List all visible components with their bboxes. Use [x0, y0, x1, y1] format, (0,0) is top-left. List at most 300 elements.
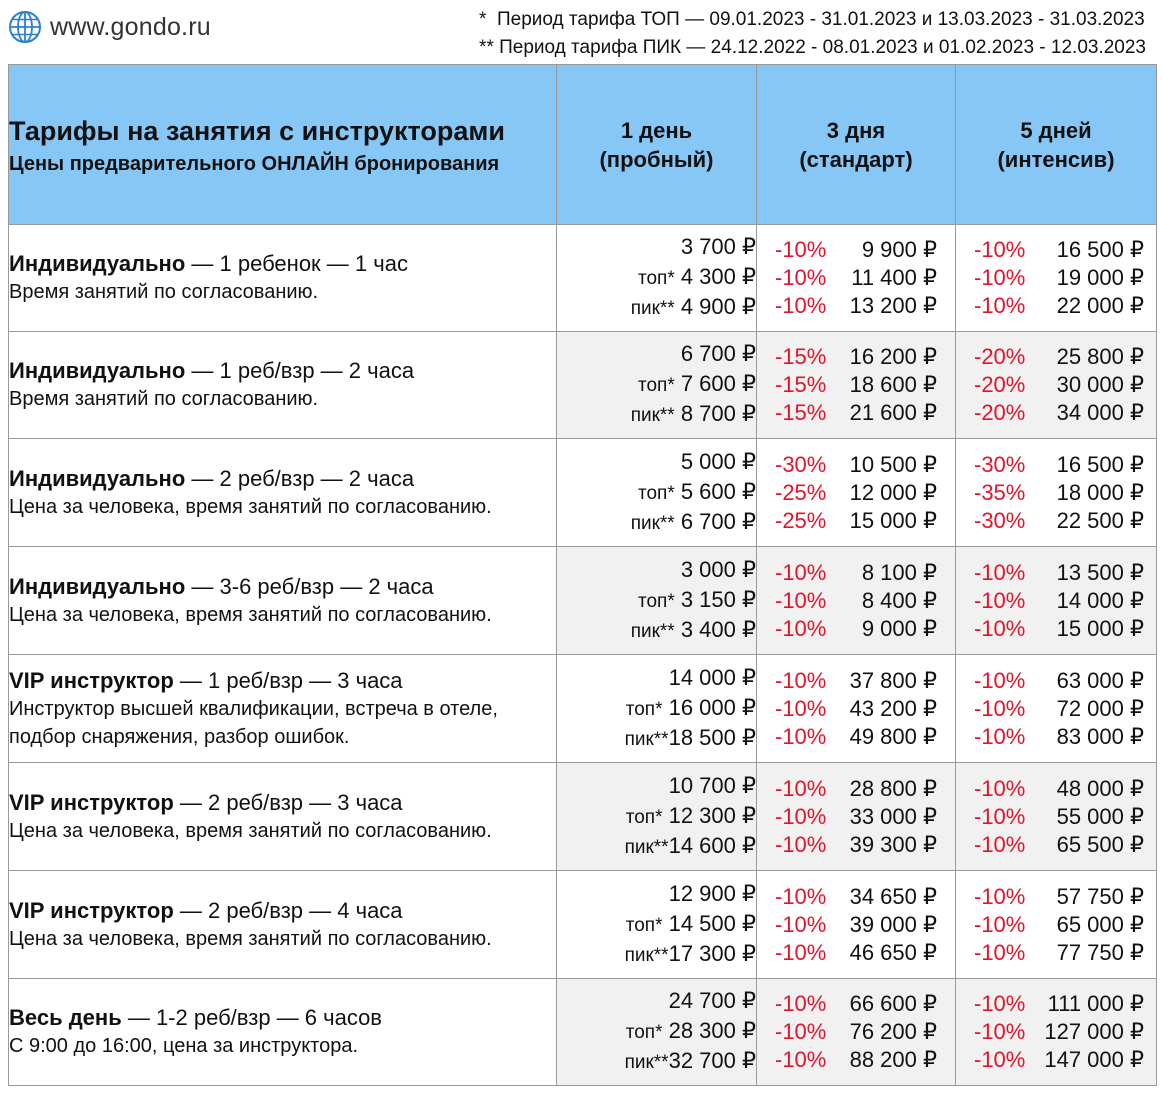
globe-icon — [8, 10, 42, 44]
price-value: 14 500 ₽ — [662, 910, 756, 936]
discount-price-line — [757, 990, 955, 1018]
price-line — [557, 772, 756, 802]
tariff-table — [8, 64, 1157, 1086]
price-line — [557, 448, 756, 478]
service-name-details: — 2 реб/взр — 2 часа — [185, 465, 415, 491]
service-description-cell — [9, 655, 557, 763]
price-value: 9 000 ₽ — [861, 615, 937, 641]
discount-percent: -10% — [974, 559, 1026, 585]
discount-price-line — [757, 911, 955, 939]
price-line — [557, 478, 756, 508]
service-name — [9, 789, 556, 817]
discount-price-line — [956, 723, 1156, 751]
note-peak-period: ** Период тарифа ПИК — 24.12.2022 - 08.01.2023 и 01.02.2023 - 12.03.2023 — [479, 37, 1146, 58]
price-cell-3-days — [757, 655, 956, 763]
price-value: 57 750 ₽ — [1056, 883, 1144, 909]
discount-percent: -10% — [775, 1019, 827, 1044]
price-value: 127 000 ₽ — [1044, 1019, 1144, 1044]
price-value: 8 400 ₽ — [861, 587, 937, 613]
price-value: 16 200 ₽ — [849, 344, 937, 369]
service-description-cell — [9, 439, 557, 547]
price-value: 49 800 ₽ — [849, 723, 937, 749]
discount-percent: -10% — [775, 991, 827, 1016]
tariff-prefix: пик** — [630, 405, 675, 426]
price-value: 10 700 ₽ — [668, 772, 756, 798]
price-line — [557, 400, 756, 430]
discount-price-line — [757, 507, 955, 535]
price-value: 19 000 ₽ — [1056, 265, 1144, 290]
price-value: 12 000 ₽ — [849, 479, 937, 505]
discount-price-line — [757, 723, 955, 751]
discount-percent: -10% — [775, 293, 827, 318]
discount-price-line — [956, 559, 1156, 587]
price-cell-1-day — [557, 439, 757, 547]
discount-price-line — [956, 911, 1156, 939]
price-line — [557, 880, 756, 910]
discount-percent: -10% — [775, 939, 827, 965]
site-url[interactable]: www.gondo.ru — [50, 12, 211, 41]
column-header-sublabel: (пробный) — [599, 146, 714, 172]
service-note: Время занятий по согласованию. — [9, 388, 319, 410]
price-value: 147 000 ₽ — [1044, 1047, 1144, 1072]
service-name-details: — 2 реб/взр — 3 часа — [173, 789, 403, 815]
price-value: 77 750 ₽ — [1056, 939, 1144, 965]
discount-percent: -20% — [974, 344, 1026, 369]
service-note: Цена за человека, время занятий по согласованию. — [9, 927, 492, 950]
discount-price-line — [757, 1046, 955, 1074]
price-value: 43 200 ₽ — [849, 695, 937, 721]
price-cell-5-days — [956, 871, 1157, 979]
service-note: Цена за человека, время занятий по согласованию. — [9, 495, 492, 518]
discount-percent: -10% — [775, 831, 827, 857]
discount-percent: -10% — [775, 803, 827, 829]
column-header-sublabel: (стандарт) — [799, 146, 913, 172]
table-row — [9, 332, 1157, 439]
discount-price-line — [956, 990, 1156, 1018]
tariff-prefix: пик** — [630, 512, 675, 534]
service-name — [9, 465, 556, 493]
discount-price-line — [956, 399, 1156, 427]
price-line — [557, 508, 756, 538]
discount-percent: -10% — [974, 265, 1026, 290]
price-value: 10 500 ₽ — [849, 451, 937, 477]
discount-percent: -10% — [775, 695, 827, 721]
price-cell-1-day — [557, 763, 757, 871]
price-value: 21 600 ₽ — [849, 400, 937, 425]
table-body — [9, 225, 1157, 1086]
price-cell-5-days — [956, 547, 1157, 655]
price-value: 8 700 ₽ — [674, 401, 756, 426]
discount-price-line — [956, 883, 1156, 911]
price-value: 65 500 ₽ — [1056, 831, 1144, 857]
price-line — [557, 616, 756, 646]
price-line — [557, 233, 756, 263]
discount-price-line — [956, 615, 1156, 643]
tariff-period-notes — [479, 6, 1146, 62]
price-cell-3-days — [757, 547, 956, 655]
discount-price-line — [757, 883, 955, 911]
discount-percent: -10% — [775, 667, 827, 693]
price-line — [557, 340, 756, 370]
discount-price-line — [956, 507, 1156, 535]
price-line — [557, 940, 756, 970]
price-value: 15 000 ₽ — [849, 507, 937, 533]
price-cell-5-days — [956, 225, 1157, 332]
discount-percent: -10% — [974, 775, 1026, 801]
service-note: Время занятий по согласованию. — [9, 281, 319, 303]
price-cell-1-day — [557, 225, 757, 332]
service-name-bold: Индивидуально — [9, 573, 186, 599]
price-value: 16 500 ₽ — [1056, 237, 1144, 262]
price-cell-1-day — [557, 332, 757, 439]
price-value: 13 200 ₽ — [849, 293, 937, 318]
service-description-cell — [9, 763, 557, 871]
price-cell-3-days — [757, 225, 956, 332]
price-value: 18 600 ₽ — [849, 372, 937, 397]
service-name-bold: VIP инструктор — [9, 789, 174, 815]
discount-price-line — [757, 587, 955, 615]
price-value: 28 800 ₽ — [849, 775, 937, 801]
service-note: Инструктор высшей квалификации, встреча в отеле, подбор снаряжения, разбор ошибок. — [9, 697, 498, 748]
service-name — [9, 1004, 556, 1032]
service-note: С 9:00 до 16:00, цена за инструктора. — [9, 1035, 359, 1057]
service-name — [9, 897, 556, 925]
tariff-prefix: пик** — [624, 944, 669, 966]
tariff-prefix: пик** — [624, 1052, 669, 1073]
discount-price-line — [757, 479, 955, 507]
table-header-row — [9, 65, 1157, 225]
price-cell-3-days — [757, 871, 956, 979]
table-subtitle: Цены предварительного ОНЛАЙН бронирования — [9, 153, 500, 175]
table-row — [9, 763, 1157, 871]
discount-percent: -10% — [775, 1047, 827, 1072]
discount-percent: -30% — [974, 451, 1026, 477]
tariff-prefix: топ* — [637, 268, 675, 289]
price-value: 16 500 ₽ — [1056, 451, 1144, 477]
price-line — [557, 1017, 756, 1047]
discount-price-line — [757, 236, 955, 264]
price-line — [557, 370, 756, 400]
service-name-details: — 1 реб/взр — 3 часа — [173, 667, 403, 693]
price-line — [557, 586, 756, 616]
discount-price-line — [956, 775, 1156, 803]
discount-price-line — [956, 831, 1156, 859]
price-line — [557, 724, 756, 754]
discount-percent: -30% — [775, 451, 827, 477]
service-name-bold: Индивидуально — [9, 465, 186, 491]
discount-percent: -10% — [974, 695, 1026, 721]
discount-price-line — [757, 615, 955, 643]
price-value: 4 900 ₽ — [674, 294, 756, 319]
price-value: 17 300 ₽ — [668, 940, 756, 966]
service-name-details: — 1-2 реб/взр — 6 часов — [121, 1005, 382, 1030]
table-title-cell — [9, 65, 557, 225]
price-line — [557, 293, 756, 323]
site-link[interactable] — [8, 10, 211, 44]
price-value: 34 650 ₽ — [849, 883, 937, 909]
price-value: 30 000 ₽ — [1056, 372, 1144, 397]
table-row — [9, 871, 1157, 979]
discount-percent: -10% — [775, 911, 827, 937]
discount-percent: -10% — [974, 723, 1026, 749]
price-value: 14 000 ₽ — [668, 664, 756, 690]
price-value: 18 000 ₽ — [1056, 479, 1144, 505]
discount-price-line — [956, 371, 1156, 399]
discount-percent: -10% — [775, 615, 827, 641]
discount-price-line — [956, 803, 1156, 831]
discount-price-line — [956, 939, 1156, 967]
discount-percent: -10% — [974, 831, 1026, 857]
price-line — [557, 664, 756, 694]
discount-price-line — [757, 775, 955, 803]
discount-price-line — [956, 695, 1156, 723]
discount-price-line — [956, 667, 1156, 695]
discount-price-line — [757, 939, 955, 967]
top-bar — [0, 0, 1162, 62]
discount-price-line — [757, 371, 955, 399]
discount-percent: -10% — [974, 911, 1026, 937]
price-cell-3-days — [757, 439, 956, 547]
price-value: 14 000 ₽ — [1056, 587, 1144, 613]
discount-percent: -35% — [974, 479, 1026, 505]
discount-percent: -30% — [974, 507, 1026, 533]
service-description-cell — [9, 871, 557, 979]
price-cell-1-day — [557, 871, 757, 979]
price-cell-3-days — [757, 979, 956, 1086]
service-note: Цена за человека, время занятий по согласованию. — [9, 603, 492, 626]
price-value: 3 700 ₽ — [680, 234, 756, 259]
discount-percent: -10% — [974, 803, 1026, 829]
discount-percent: -20% — [974, 400, 1026, 425]
discount-price-line — [757, 695, 955, 723]
discount-percent: -10% — [974, 1047, 1026, 1072]
discount-price-line — [956, 1046, 1156, 1074]
price-value: 12 900 ₽ — [668, 880, 756, 906]
price-value: 3 400 ₽ — [674, 616, 756, 642]
discount-price-line — [757, 264, 955, 292]
table-title: Тарифы на занятия с инструкторами — [9, 116, 505, 146]
price-value: 7 600 ₽ — [674, 371, 756, 396]
table-row — [9, 547, 1157, 655]
discount-percent: -10% — [775, 883, 827, 909]
price-cell-3-days — [757, 763, 956, 871]
price-cell-5-days — [956, 979, 1157, 1086]
discount-price-line — [757, 667, 955, 695]
discount-percent: -10% — [775, 265, 827, 290]
price-line — [557, 910, 756, 940]
discount-price-line — [956, 292, 1156, 320]
price-cell-1-day — [557, 547, 757, 655]
price-cell-5-days — [956, 763, 1157, 871]
service-description-cell — [9, 332, 557, 439]
price-value: 88 200 ₽ — [849, 1047, 937, 1072]
discount-percent: -20% — [974, 372, 1026, 397]
discount-percent: -10% — [775, 775, 827, 801]
price-value: 34 000 ₽ — [1056, 400, 1144, 425]
service-name — [9, 667, 556, 695]
discount-price-line — [757, 343, 955, 371]
price-value: 65 000 ₽ — [1056, 911, 1144, 937]
price-line — [557, 1047, 756, 1077]
price-line — [557, 694, 756, 724]
price-value: 76 200 ₽ — [849, 1019, 937, 1044]
discount-percent: -10% — [974, 1019, 1026, 1044]
price-value: 22 000 ₽ — [1056, 293, 1144, 318]
price-value: 24 700 ₽ — [668, 988, 756, 1013]
price-value: 9 900 ₽ — [861, 237, 937, 262]
price-value: 63 000 ₽ — [1056, 667, 1144, 693]
column-header-label: 5 дней — [1020, 117, 1092, 143]
tariff-prefix: топ* — [625, 806, 663, 828]
discount-price-line — [956, 236, 1156, 264]
column-header-3-days — [757, 65, 956, 225]
table-row — [9, 439, 1157, 547]
price-value: 4 300 ₽ — [674, 264, 756, 289]
discount-percent: -10% — [974, 939, 1026, 965]
service-name-bold: Индивидуально — [9, 251, 186, 276]
tariff-prefix: топ* — [637, 482, 675, 504]
price-cell-3-days — [757, 332, 956, 439]
price-value: 11 400 ₽ — [851, 265, 937, 290]
price-value: 6 700 ₽ — [674, 508, 756, 534]
price-value: 22 500 ₽ — [1056, 507, 1144, 533]
service-name — [9, 573, 556, 601]
discount-percent: -10% — [775, 559, 827, 585]
service-name-details: — 2 реб/взр — 4 часа — [173, 897, 403, 923]
table-row — [9, 979, 1157, 1086]
price-value: 5 000 ₽ — [680, 448, 756, 474]
discount-percent: -10% — [974, 237, 1026, 262]
price-value: 66 600 ₽ — [849, 991, 937, 1016]
column-header-5-days — [956, 65, 1157, 225]
price-value: 13 500 ₽ — [1056, 559, 1144, 585]
tariff-prefix: пик** — [624, 728, 669, 750]
price-value: 39 000 ₽ — [849, 911, 937, 937]
price-value: 39 300 ₽ — [849, 831, 937, 857]
column-header-1-day — [557, 65, 757, 225]
service-name-bold: Индивидуально — [9, 358, 186, 383]
price-value: 16 000 ₽ — [662, 694, 756, 720]
discount-price-line — [956, 479, 1156, 507]
price-value: 18 500 ₽ — [668, 724, 756, 750]
price-value: 83 000 ₽ — [1056, 723, 1144, 749]
tariff-prefix: топ* — [637, 375, 675, 396]
price-value: 3 150 ₽ — [674, 586, 756, 612]
discount-percent: -10% — [974, 991, 1026, 1016]
price-cell-5-days — [956, 655, 1157, 763]
price-value: 28 300 ₽ — [662, 1018, 756, 1043]
price-value: 25 800 ₽ — [1056, 344, 1144, 369]
price-value: 48 000 ₽ — [1056, 775, 1144, 801]
column-header-label: 3 дня — [826, 117, 886, 143]
discount-price-line — [956, 264, 1156, 292]
service-name — [9, 357, 556, 385]
discount-percent: -10% — [974, 587, 1026, 613]
price-value: 12 300 ₽ — [662, 802, 756, 828]
price-cell-5-days — [956, 439, 1157, 547]
tariff-prefix: пик** — [630, 620, 675, 642]
price-value: 6 700 ₽ — [680, 341, 756, 366]
price-value: 46 650 ₽ — [849, 939, 937, 965]
discount-percent: -15% — [775, 372, 827, 397]
service-name-details: — 1 ребенок — 1 час — [185, 251, 408, 276]
discount-percent: -10% — [775, 237, 827, 262]
price-line — [557, 832, 756, 862]
service-name-bold: Весь день — [9, 1005, 122, 1030]
tariff-prefix: топ* — [625, 698, 663, 720]
service-description-cell — [9, 547, 557, 655]
discount-percent: -15% — [775, 344, 827, 369]
discount-percent: -15% — [775, 400, 827, 425]
price-value: 55 000 ₽ — [1056, 803, 1144, 829]
discount-percent: -25% — [775, 479, 827, 505]
column-header-label: 1 день — [620, 117, 693, 143]
discount-percent: -10% — [974, 667, 1026, 693]
discount-price-line — [757, 803, 955, 831]
service-description-cell — [9, 979, 557, 1086]
price-value: 14 600 ₽ — [668, 832, 756, 858]
price-value: 32 700 ₽ — [668, 1048, 756, 1073]
discount-percent: -10% — [974, 293, 1026, 318]
price-line — [557, 802, 756, 832]
price-value: 5 600 ₽ — [674, 478, 756, 504]
discount-percent: -10% — [974, 883, 1026, 909]
discount-price-line — [956, 451, 1156, 479]
discount-price-line — [757, 451, 955, 479]
price-line — [557, 556, 756, 586]
price-value: 3 000 ₽ — [680, 556, 756, 582]
price-cell-1-day — [557, 655, 757, 763]
price-value: 111 000 ₽ — [1047, 991, 1144, 1016]
discount-percent: -10% — [775, 587, 827, 613]
discount-price-line — [956, 587, 1156, 615]
discount-price-line — [757, 399, 955, 427]
discount-price-line — [757, 559, 955, 587]
service-name-bold: VIP инструктор — [9, 897, 174, 923]
discount-price-line — [757, 292, 955, 320]
table-row — [9, 655, 1157, 763]
service-description-cell — [9, 225, 557, 332]
service-name — [9, 250, 556, 278]
service-note: Цена за человека, время занятий по согласованию. — [9, 819, 492, 842]
tariff-prefix: топ* — [637, 590, 675, 612]
price-cell-5-days — [956, 332, 1157, 439]
service-name-details: — 3-6 реб/взр — 2 часа — [185, 573, 434, 599]
discount-percent: -10% — [974, 615, 1026, 641]
discount-price-line — [757, 1018, 955, 1046]
discount-price-line — [956, 343, 1156, 371]
tariff-prefix: пик** — [630, 298, 675, 319]
discount-price-line — [757, 831, 955, 859]
discount-price-line — [956, 1018, 1156, 1046]
discount-percent: -10% — [775, 723, 827, 749]
price-line — [557, 987, 756, 1017]
price-value: 8 100 ₽ — [861, 559, 937, 585]
table-row — [9, 225, 1157, 332]
note-top-period: * Период тарифа ТОП — 09.01.2023 - 31.01.2023 и 13.03.2023 - 31.03.2023 — [479, 9, 1145, 30]
column-header-sublabel: (интенсив) — [997, 146, 1115, 172]
price-value: 72 000 ₽ — [1056, 695, 1144, 721]
price-value: 33 000 ₽ — [849, 803, 937, 829]
price-value: 37 800 ₽ — [849, 667, 937, 693]
price-cell-1-day — [557, 979, 757, 1086]
discount-percent: -25% — [775, 507, 827, 533]
price-value: 15 000 ₽ — [1056, 615, 1144, 641]
tariff-prefix: топ* — [625, 1022, 663, 1043]
tariff-prefix: пик** — [624, 836, 669, 858]
tariff-prefix: топ* — [625, 914, 663, 936]
price-line — [557, 263, 756, 293]
